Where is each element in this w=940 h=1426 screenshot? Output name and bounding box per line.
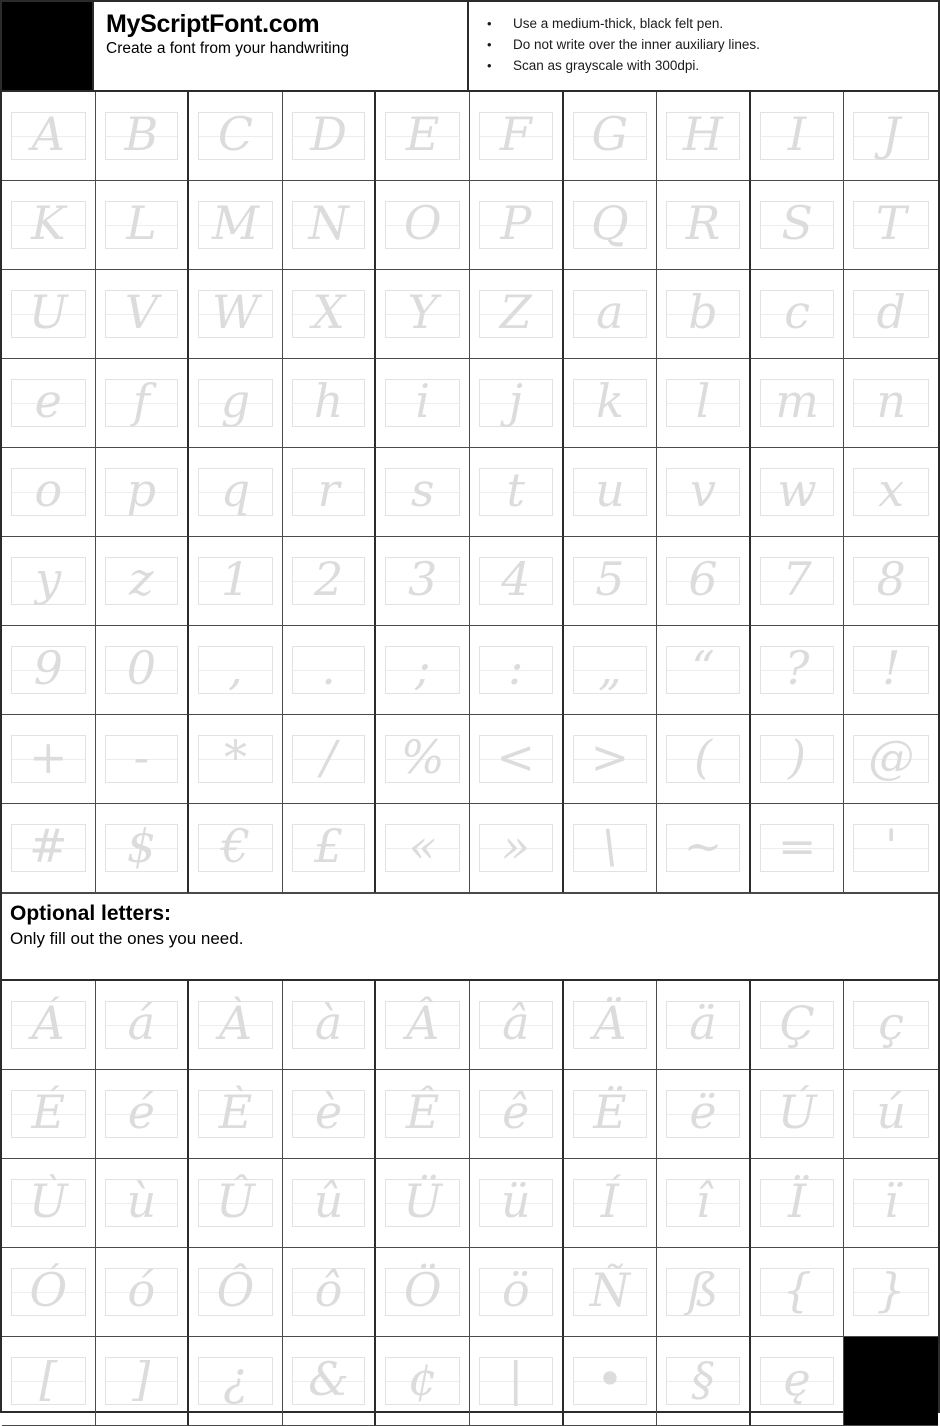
glyph-template: 6 (688, 552, 718, 606)
glyph-template: | (508, 1352, 524, 1406)
glyph-template: R (685, 196, 721, 250)
glyph-template: W (211, 285, 260, 339)
glyph-cell[interactable] (564, 1159, 658, 1248)
glyph-cell[interactable] (657, 1159, 751, 1248)
glyph-cell[interactable] (283, 181, 377, 270)
glyph-cell[interactable] (96, 804, 190, 893)
glyph-template: o (34, 463, 63, 517)
glyph-template: 4 (501, 552, 531, 606)
glyph-template: l (695, 374, 711, 428)
logo-block (2, 2, 94, 90)
glyph-template: h (313, 374, 344, 428)
glyph-cell[interactable] (283, 981, 377, 1070)
brand-title: MyScriptFont.com (106, 10, 320, 38)
glyph-template: Ë (593, 1085, 627, 1139)
glyph-cell[interactable] (844, 981, 938, 1070)
glyph-cell[interactable] (2, 715, 96, 804)
glyph-template: : (508, 641, 524, 695)
glyph-cell[interactable] (657, 1248, 751, 1337)
glyph-template: ] (132, 1352, 151, 1406)
glyph-cell[interactable] (564, 626, 658, 715)
glyph-cell[interactable] (2, 804, 96, 893)
glyph-template: [ (39, 1352, 58, 1406)
glyph-template: Q (591, 196, 629, 250)
glyph-cell[interactable] (844, 448, 938, 537)
glyph-template: Ç (779, 996, 815, 1050)
glyph-template: O (403, 196, 442, 250)
glyph-cell[interactable] (844, 92, 938, 181)
glyph-template: C (217, 107, 254, 161)
glyph-cell[interactable] (564, 715, 658, 804)
glyph-cell[interactable] (470, 448, 564, 537)
glyph-cell[interactable] (844, 804, 938, 893)
instructions-list (469, 2, 938, 90)
glyph-cell[interactable] (844, 537, 938, 626)
glyph-cell[interactable] (470, 270, 564, 359)
glyph-template: ~ (683, 819, 723, 873)
glyph-template: - (133, 730, 150, 784)
optional-character-grid (2, 981, 938, 1426)
glyph-template: \ (602, 819, 618, 873)
glyph-template: ß (687, 1263, 719, 1317)
glyph-template: y (35, 552, 62, 606)
glyph-template: r (317, 463, 340, 517)
glyph-template: 3 (408, 552, 438, 606)
glyph-cell[interactable] (470, 181, 564, 270)
glyph-template: ! (881, 641, 901, 695)
glyph-template: “ (691, 641, 715, 695)
glyph-cell[interactable] (376, 359, 470, 448)
glyph-cell[interactable] (751, 448, 845, 537)
glyph-template: x (878, 463, 905, 517)
glyph-template: } (876, 1263, 906, 1317)
glyph-template: = (777, 819, 817, 873)
glyph-template: w (777, 463, 817, 517)
glyph-template: > (590, 730, 630, 784)
glyph-template: ę (783, 1352, 811, 1406)
glyph-cell[interactable] (751, 537, 845, 626)
glyph-template: é (127, 1085, 155, 1139)
glyph-template: ï (883, 1174, 899, 1228)
brand-tagline: Create a font from your handwriting (106, 40, 349, 58)
glyph-cell[interactable] (751, 626, 845, 715)
glyph-cell[interactable] (657, 537, 751, 626)
glyph-cell[interactable] (189, 537, 283, 626)
glyph-cell[interactable] (657, 1070, 751, 1159)
glyph-template: t (506, 463, 526, 517)
glyph-template: f (132, 374, 150, 428)
glyph-template: ô (314, 1263, 343, 1317)
glyph-cell[interactable] (844, 181, 938, 270)
glyph-cell[interactable] (751, 181, 845, 270)
glyph-template: e (34, 374, 62, 428)
glyph-cell[interactable] (564, 537, 658, 626)
glyph-template: Á (31, 996, 65, 1050)
glyph-template: I (788, 107, 807, 161)
glyph-template: a (596, 285, 624, 339)
glyph-cell[interactable] (657, 626, 751, 715)
glyph-template: À (218, 996, 253, 1050)
glyph-template: ¿ (223, 1352, 248, 1406)
glyph-cell[interactable] (283, 448, 377, 537)
glyph-template: ( (694, 730, 712, 784)
glyph-template: ¢ (408, 1352, 438, 1406)
main-character-grid (2, 92, 938, 893)
glyph-cell[interactable] (376, 270, 470, 359)
glyph-template: q (220, 463, 251, 517)
glyph-cell[interactable] (283, 270, 377, 359)
glyph-template: m (775, 374, 819, 428)
glyph-cell[interactable] (844, 715, 938, 804)
glyph-template: # (29, 819, 68, 873)
glyph-template: U (28, 285, 68, 339)
glyph-template: + (29, 730, 68, 784)
glyph-template: Û (216, 1174, 255, 1228)
glyph-cell[interactable] (96, 92, 190, 181)
glyph-cell[interactable] (376, 1159, 470, 1248)
glyph-cell[interactable] (751, 1159, 845, 1248)
glyph-template: 2 (313, 552, 344, 606)
glyph-template: ç (878, 996, 905, 1050)
glyph-cell[interactable] (2, 1159, 96, 1248)
glyph-template: i (415, 374, 431, 428)
glyph-template: Ä (593, 996, 627, 1050)
glyph-template: . (321, 641, 336, 695)
glyph-cell[interactable] (470, 1070, 564, 1159)
glyph-template: ê (502, 1085, 530, 1139)
glyph-template: € (220, 819, 251, 873)
glyph-template: È (218, 1085, 253, 1139)
glyph-cell[interactable] (470, 715, 564, 804)
glyph-cell[interactable] (376, 626, 470, 715)
glyph-cell[interactable] (564, 181, 658, 270)
glyph-cell[interactable] (283, 1070, 377, 1159)
glyph-template: Ñ (589, 1263, 631, 1317)
glyph-cell[interactable] (96, 448, 190, 537)
glyph-template: § (691, 1352, 715, 1406)
optional-title: Optional letters: (10, 902, 172, 925)
glyph-template: Ù (28, 1174, 68, 1228)
glyph-template: ü (500, 1174, 531, 1228)
glyph-template: ù (126, 1174, 157, 1228)
glyph-cell[interactable] (751, 92, 845, 181)
glyph-cell[interactable] (470, 804, 564, 893)
glyph-cell[interactable] (283, 804, 377, 893)
glyph-cell[interactable] (657, 981, 751, 1070)
glyph-template: d (876, 285, 906, 339)
glyph-template: J (881, 107, 901, 161)
glyph-template: * (223, 730, 247, 784)
glyph-template: » (501, 819, 530, 873)
glyph-cell[interactable] (189, 715, 283, 804)
glyph-cell[interactable] (564, 1070, 658, 1159)
glyph-cell[interactable] (96, 715, 190, 804)
glyph-template: Ê (405, 1085, 440, 1139)
glyph-template: u (595, 463, 625, 517)
glyph-template: H (682, 107, 724, 161)
glyph-cell[interactable] (96, 537, 190, 626)
bullet-icon: • (487, 36, 492, 52)
glyph-cell[interactable] (751, 270, 845, 359)
glyph-cell[interactable] (564, 92, 658, 181)
glyph-template: L (126, 196, 157, 250)
glyph-cell[interactable] (376, 804, 470, 893)
glyph-cell[interactable] (657, 92, 751, 181)
glyph-template: « (408, 819, 437, 873)
glyph-cell[interactable] (2, 92, 96, 181)
glyph-template: < (496, 730, 536, 784)
optional-letters-band (2, 893, 938, 981)
glyph-cell[interactable] (189, 359, 283, 448)
glyph-template: „ (597, 641, 622, 695)
glyph-template: $ (126, 819, 157, 873)
glyph-cell[interactable] (189, 270, 283, 359)
glyph-cell[interactable] (470, 359, 564, 448)
glyph-cell[interactable] (470, 1248, 564, 1337)
glyph-cell[interactable] (2, 537, 96, 626)
glyph-template: T (875, 196, 907, 250)
glyph-cell[interactable] (470, 626, 564, 715)
glyph-cell[interactable] (376, 1248, 470, 1337)
glyph-cell[interactable] (2, 626, 96, 715)
page-header (2, 2, 938, 92)
glyph-template: b (688, 285, 718, 339)
glyph-cell[interactable] (564, 1248, 658, 1337)
glyph-template: î (695, 1174, 711, 1228)
glyph-cell[interactable] (470, 1159, 564, 1248)
glyph-template: N (308, 196, 349, 250)
glyph-template: 8 (876, 552, 906, 606)
glyph-template: ú (876, 1085, 906, 1139)
glyph-cell[interactable] (844, 359, 938, 448)
glyph-template: ? (784, 641, 810, 695)
glyph-cell[interactable] (189, 181, 283, 270)
glyph-template: G (591, 107, 629, 161)
glyph-cell[interactable] (283, 626, 377, 715)
glyph-template: Y (407, 285, 438, 339)
glyph-cell[interactable] (189, 92, 283, 181)
instruction-item (487, 35, 938, 56)
glyph-cell[interactable] (564, 359, 658, 448)
bullet-icon: • (487, 57, 492, 73)
glyph-template: ' (884, 819, 898, 873)
glyph-cell[interactable] (564, 804, 658, 893)
glyph-cell[interactable] (657, 715, 751, 804)
glyph-template: 0 (126, 641, 157, 695)
glyph-template: 1 (220, 552, 251, 606)
glyph-cell[interactable] (844, 626, 938, 715)
glyph-template: { (782, 1263, 812, 1317)
glyph-template: c (784, 285, 810, 339)
glyph-template: Z (499, 285, 532, 339)
glyph-cell[interactable] (189, 1248, 283, 1337)
glyph-template: A (31, 107, 65, 161)
glyph-cell[interactable] (283, 537, 377, 626)
glyph-template: Ï (788, 1174, 807, 1228)
glyph-template: £ (313, 819, 344, 873)
glyph-template: 5 (595, 552, 625, 606)
glyph-cell[interactable] (2, 270, 96, 359)
glyph-template: ó (127, 1263, 156, 1317)
glyph-template: á (127, 996, 156, 1050)
glyph-cell[interactable] (751, 981, 845, 1070)
glyph-template: V (124, 285, 158, 339)
glyph-cell[interactable] (751, 715, 845, 804)
glyph-cell[interactable] (189, 1070, 283, 1159)
glyph-cell[interactable] (564, 270, 658, 359)
glyph-cell[interactable] (657, 804, 751, 893)
glyph-cell[interactable] (96, 1159, 190, 1248)
glyph-template: Ú (777, 1085, 817, 1139)
glyph-cell[interactable] (470, 92, 564, 181)
glyph-template: ) (788, 730, 807, 784)
glyph-cell[interactable] (283, 1248, 377, 1337)
glyph-template: v (689, 463, 716, 517)
instruction-text: Do not write over the inner auxiliary lines. (513, 36, 760, 52)
glyph-cell[interactable] (283, 92, 377, 181)
glyph-cell[interactable] (844, 1159, 938, 1248)
glyph-template: B (124, 107, 159, 161)
glyph-template: D (310, 107, 348, 161)
glyph-template: ö (501, 1263, 530, 1317)
glyph-cell[interactable] (844, 1070, 938, 1159)
glyph-template: 9 (33, 641, 63, 695)
glyph-cell[interactable] (2, 1070, 96, 1159)
glyph-template: @ (868, 730, 915, 784)
glyph-cell[interactable] (376, 448, 470, 537)
glyph-template: X (312, 285, 345, 339)
glyph-cell[interactable] (564, 448, 658, 537)
glyph-template: Ö (403, 1263, 442, 1317)
glyph-template: z (129, 552, 154, 606)
glyph-cell[interactable] (376, 1070, 470, 1159)
glyph-cell[interactable] (844, 270, 938, 359)
bullet-icon: • (487, 16, 492, 31)
glyph-template: s (410, 463, 435, 517)
glyph-cell[interactable] (189, 448, 283, 537)
glyph-template: K (31, 196, 66, 250)
glyph-template: S (781, 196, 813, 250)
glyph-template: k (595, 374, 624, 428)
glyph-template: p (126, 463, 157, 517)
glyph-template: / (320, 730, 337, 784)
glyph-cell[interactable] (96, 1248, 190, 1337)
glyph-template: Â (406, 996, 440, 1050)
glyph-template: è (314, 1085, 343, 1139)
glyph-cell[interactable] (96, 981, 190, 1070)
glyph-cell[interactable] (283, 1159, 377, 1248)
glyph-cell[interactable] (2, 448, 96, 537)
glyph-cell[interactable] (751, 359, 845, 448)
glyph-template: ë (689, 1085, 717, 1139)
glyph-cell[interactable] (376, 715, 470, 804)
glyph-cell[interactable] (470, 981, 564, 1070)
instruction-text: Scan as grayscale with 300dpi. (513, 57, 700, 73)
glyph-cell[interactable] (376, 92, 470, 181)
glyph-cell[interactable] (96, 626, 190, 715)
glyph-cell[interactable] (189, 981, 283, 1070)
glyph-cell[interactable] (751, 1070, 845, 1159)
glyph-cell[interactable] (96, 359, 190, 448)
glyph-cell[interactable] (564, 981, 658, 1070)
glyph-template: F (499, 107, 532, 161)
glyph-template: ä (689, 996, 717, 1050)
glyph-cell[interactable] (376, 981, 470, 1070)
instruction-item (487, 14, 938, 35)
glyph-cell[interactable] (189, 626, 283, 715)
optional-subtitle: Only fill out the ones you need. (10, 929, 244, 949)
glyph-template: g (220, 374, 251, 428)
glyph-cell[interactable] (2, 981, 96, 1070)
glyph-template: û (313, 1174, 344, 1228)
glyph-template: & (308, 1352, 350, 1406)
glyph-cell[interactable] (657, 448, 751, 537)
glyph-template: Ó (29, 1263, 68, 1317)
glyph-template: , (228, 641, 243, 695)
glyph-cell[interactable] (470, 537, 564, 626)
glyph-template: % (400, 730, 445, 784)
glyph-cell[interactable] (751, 1248, 845, 1337)
glyph-cell[interactable] (189, 1159, 283, 1248)
instruction-item (487, 56, 938, 77)
glyph-template: E (405, 107, 440, 161)
glyph-template: Ô (216, 1263, 255, 1317)
glyph-template: Í (600, 1174, 619, 1228)
glyph-template: • (596, 1352, 624, 1406)
glyph-cell[interactable] (96, 181, 190, 270)
glyph-cell[interactable] (376, 537, 470, 626)
glyph-template: j (508, 374, 523, 428)
glyph-template: â (502, 996, 530, 1050)
glyph-cell[interactable] (376, 181, 470, 270)
title-block (94, 2, 469, 90)
glyph-template: M (211, 196, 260, 250)
glyph-cell[interactable] (657, 359, 751, 448)
glyph-cell[interactable] (2, 1248, 96, 1337)
glyph-cell[interactable] (283, 359, 377, 448)
glyph-template: 7 (782, 552, 812, 606)
glyph-template: ; (414, 641, 431, 695)
glyph-cell[interactable] (96, 270, 190, 359)
glyph-template: n (876, 374, 906, 428)
glyph-cell[interactable] (2, 181, 96, 270)
glyph-cell[interactable] (2, 359, 96, 448)
glyph-template: P (500, 196, 532, 250)
glyph-cell[interactable] (844, 1248, 938, 1337)
glyph-cell[interactable] (96, 1070, 190, 1159)
instruction-text: Use a medium-thick, black felt pen. (513, 16, 724, 31)
glyph-cell[interactable] (283, 715, 377, 804)
glyph-cell[interactable] (657, 270, 751, 359)
glyph-cell[interactable] (751, 804, 845, 893)
glyph-template: à (314, 996, 343, 1050)
glyph-template: Ü (403, 1174, 443, 1228)
glyph-template: É (31, 1085, 66, 1139)
glyph-cell[interactable] (189, 804, 283, 893)
glyph-cell[interactable] (657, 181, 751, 270)
